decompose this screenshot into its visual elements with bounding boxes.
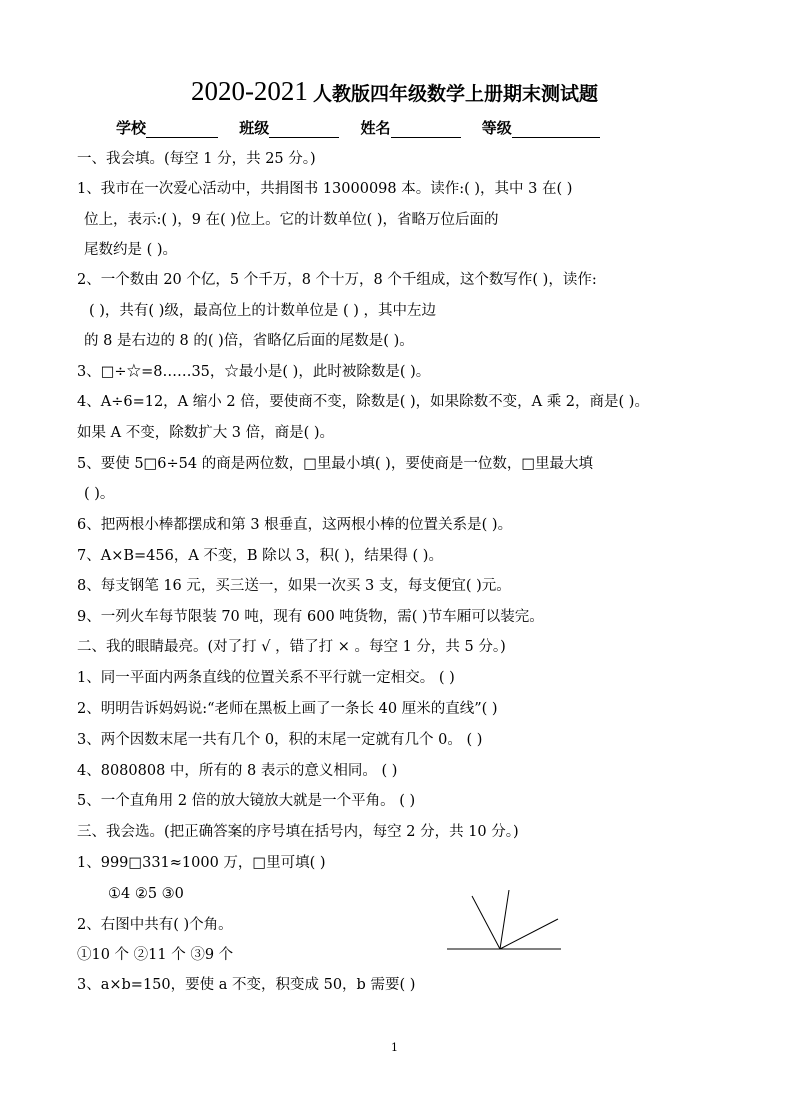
q1-4-line-1: 4、A÷6=12，A 缩小 2 倍，要使商不变，除数是( )，如果除数不变，A 乘 2，商是( )。 <box>77 394 649 410</box>
title-year: 2020-2021 <box>190 76 308 106</box>
school-field <box>116 117 218 138</box>
grade-label: 等级 <box>481 119 512 137</box>
ray-up <box>500 890 509 949</box>
title-text: 人教版四年级数学上册期末测试题 <box>313 83 599 105</box>
q3-3: 3、a×b=150，要使 a 不变，积变成 50，b 需要( ) <box>77 977 416 993</box>
page-number: 1 <box>391 1041 398 1054</box>
section-3-heading: 三、我会选。(把正确答案的序号填在括号内，每空 2 分，共 10 分。) <box>77 824 519 840</box>
q1-5-line-2: ( )。 <box>84 486 115 502</box>
school-blank <box>146 121 218 138</box>
class-field <box>239 117 339 138</box>
q1-6: 6、把两根小棒都摆成和第 3 根垂直，这两根小棒的位置关系是( )。 <box>77 517 513 533</box>
name-field <box>361 117 461 138</box>
q1-2-line-2: ( )，共有( )级，最高位上的计数单位是 ( ) ，其中左边 <box>89 303 436 319</box>
q1-3: 3、□÷☆=8……35，☆最小是( )，此时被除数是( )。 <box>77 364 431 380</box>
q3-2: 2、右图中共有( )个角。 <box>77 917 233 933</box>
class-label: 班级 <box>239 119 270 137</box>
ray-left <box>472 896 500 949</box>
q2-1: 1、同一平面内两条直线的位置关系不平行就一定相交。 ( ) <box>77 670 455 686</box>
name-blank <box>391 121 461 138</box>
q1-5-line-1: 5、要使 5□6÷54 的商是两位数，□里最小填( )，要使商是一位数，□里最大填 <box>77 456 594 472</box>
q1-4-line-2: 如果 A 不变，除数扩大 3 倍，商是( )。 <box>77 425 335 441</box>
class-blank <box>269 121 339 138</box>
ray-right <box>500 919 558 949</box>
grade-field <box>482 117 600 138</box>
q1-1-line-3: 尾数约是 ( )。 <box>84 242 178 258</box>
student-info-row <box>116 117 616 138</box>
page-title <box>0 76 789 107</box>
grade-blank <box>512 121 600 138</box>
q2-4: 4、8080808 中，所有的 8 表示的意义相同。 ( ) <box>77 763 398 779</box>
q3-2-options: ①10 个 ②11 个 ③9 个 <box>77 947 234 963</box>
q2-3: 3、两个因数末尾一共有几个 0，积的末尾一定就有几个 0。 ( ) <box>77 732 483 748</box>
q1-7: 7、A×B=456，A 不变，B 除以 3，积( )，结果得 ( )。 <box>77 548 443 564</box>
q1-9: 9、一列火车每节限装 70 吨，现有 600 吨货物，需( )节车厢可以装完。 <box>77 609 544 625</box>
q1-2-line-3: 的 8 是右边的 8 的( )倍，省略亿后面的尾数是( )。 <box>84 333 414 349</box>
q3-1: 1、999□331≈1000 万，□里可填( ) <box>77 855 326 871</box>
section-1-heading: 一、我会填。(每空 1 分，共 25 分。) <box>77 151 316 167</box>
q2-5: 5、一个直角用 2 倍的放大镜放大就是一个平角。 ( ) <box>77 793 416 809</box>
q1-1-line-1: 1、我市在一次爱心活动中，共捐图书 13000098 本。读作:( )，其中 3 在( ) <box>77 181 573 197</box>
q1-2-line-1: 2、一个数由 20 个亿，5 个千万，8 个十万，8 个千组成，这个数写作( )，读作: <box>77 272 597 288</box>
school-label: 学校 <box>116 119 147 137</box>
angle-diagram <box>445 890 565 952</box>
q1-8: 8、每支钢笔 16 元，买三送一，如果一次买 3 支，每支便宜( )元。 <box>77 578 511 594</box>
q2-2: 2、明明告诉妈妈说:“老师在黑板上画了一条长 40 厘米的直线”( ) <box>77 701 498 717</box>
section-2-heading: 二、我的眼睛最亮。(对了打 √ ，错了打 × 。每空 1 分，共 5 分。) <box>77 639 506 655</box>
q1-1-line-2: 位上，表示:( )，9 在( )位上。它的计数单位( )，省略万位后面的 <box>84 212 499 228</box>
name-label: 姓名 <box>360 119 391 137</box>
q3-1-options: ①4 ②5 ③0 <box>108 886 184 902</box>
